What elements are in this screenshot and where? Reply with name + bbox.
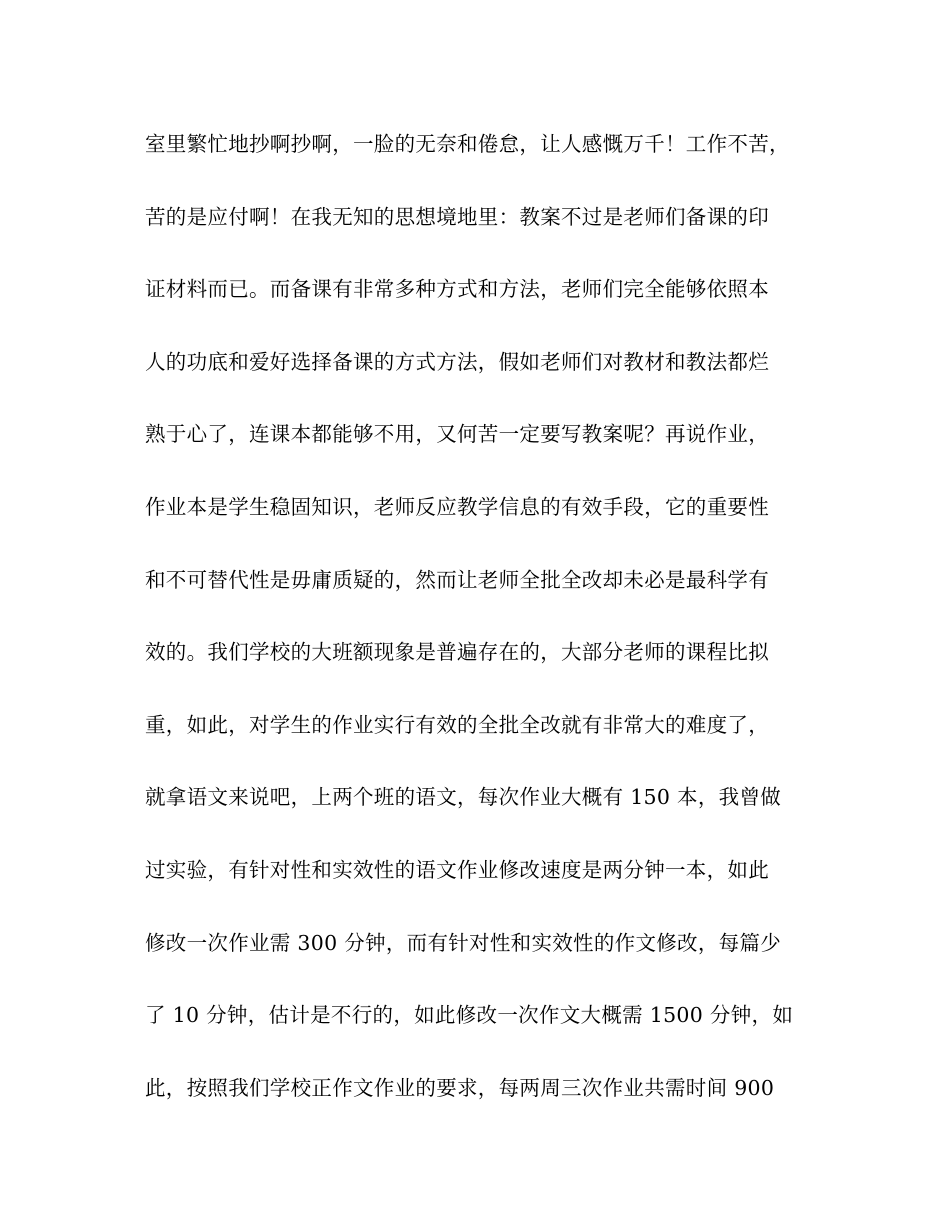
text-line: 室里繁忙地抄啊抄啊，一脸的无奈和倦怠，让人感慨万千！工作不苦，	[145, 132, 790, 156]
text-line: 苦的是应付啊！在我无知的思想境地里：教案不过是老师们备课的印	[145, 204, 769, 229]
text-line: 人的功底和爱好选择备课的方式方法，假如老师们对教材和教法都烂	[145, 349, 769, 374]
text-line: 效的。我们学校的大班额现象是普遍存在的，大部分老师的课程比拟	[145, 640, 769, 665]
text-line: 过实验，有针对性和实效性的语文作业修改速度是两分钟一本，如此	[145, 857, 769, 882]
text-line: 证材料而已。而备课有非常多种方式和方法，老师们完全能够依照本	[145, 277, 769, 302]
text-line: 作业本是学生稳固知识，老师反应教学信息的有效手段，它的重要性	[145, 494, 769, 519]
body-text	[145, 126, 815, 1142]
text-line: 了 10 分钟，估计是不行的，如此修改一次作文大概需 1500 分钟，如	[145, 1003, 794, 1028]
text-line: 此，按照我们学校正作文作业的要求，每两周三次作业共需时间 900	[145, 1075, 775, 1100]
text-line: 就拿语文来说吧，上两个班的语文，每次作业大概有 150 本，我曾做	[145, 785, 782, 810]
text-line: 和不可替代性是毋庸质疑的，然而让老师全批全改却未必是最科学有	[145, 567, 769, 592]
text-line: 熟于心了，连课本都能够不用，又何苦一定要写教案呢？再说作业，	[145, 422, 769, 447]
text-line: 修改一次作业需 300 分钟，而有针对性和实效性的作文修改，每篇少	[145, 930, 782, 955]
text-line: 重，如此，对学生的作业实行有效的全批全改就有非常大的难度了，	[145, 712, 769, 737]
